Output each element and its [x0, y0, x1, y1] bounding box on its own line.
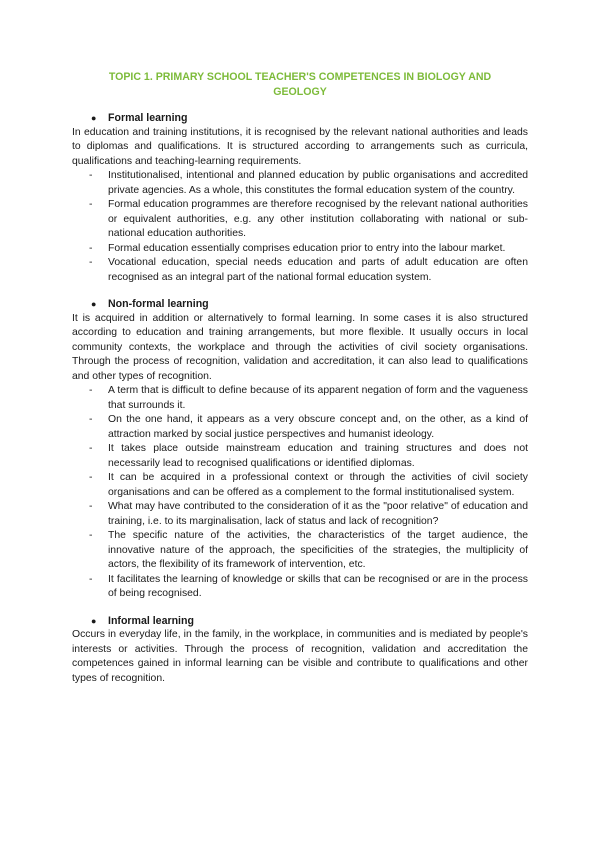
list-item	[72, 256, 528, 285]
list-item	[72, 198, 528, 242]
list-item-text: Formal education programmes are therefore recognised by the relevant national authorities or equivalent authorities, e.g. any other institution collaborating with national or sub-national education authorities.	[108, 199, 528, 239]
document-body	[72, 111, 528, 686]
section-informal-learning	[72, 614, 528, 687]
list-item-text: A term that is difficult to define because of its apparent negation of form and the vagueness that surrounds it.	[108, 385, 528, 411]
section-spacer	[72, 285, 528, 297]
list-item	[72, 413, 528, 442]
bullet-icon: ●	[91, 299, 97, 309]
list-item-text: Vocational education, special needs education and parts of adult education are often recognised as an integral part of the national formal education system.	[108, 257, 528, 283]
dash-icon: -	[89, 501, 93, 512]
dash-icon: -	[89, 530, 93, 541]
section-formal-learning	[72, 111, 528, 285]
section-non-formal-learning	[72, 297, 528, 602]
list-item	[72, 500, 528, 529]
bullet-icon: ●	[91, 615, 97, 626]
section-heading-text: Informal learning	[108, 614, 194, 627]
section-heading	[72, 111, 528, 126]
section-spacer	[72, 602, 528, 614]
section-intro: It is acquired in addition or alternatively to formal learning. In some cases it is also structured according to education and training arrangements, but more flexible. It usually occurs in local community contexts, the workplace and through the activities of civil society organisations. Through the process of recognition, validation and accreditation, it can also lead to qualifications and other types of recognition.	[72, 312, 528, 382]
list-item-text: It takes place outside mainstream education and training structures and does not necessarily lead to recognised qualifications or identified diplomas.	[108, 443, 528, 469]
section-intro: Occurs in everyday life, in the family, in the workplace, in communities and is mediated by people's interests or activities. Through the process of recognition, validation and accreditation the competences gained in informal learning can be visible and contribute to qualifications and other types of recognition.	[72, 629, 528, 684]
section-heading	[72, 297, 528, 312]
dash-icon: -	[89, 414, 93, 425]
dash-icon: -	[89, 257, 93, 268]
list-item	[72, 442, 528, 471]
page-title: TOPIC 1. PRIMARY SCHOOL TEACHER'S COMPETENCES IN BIOLOGY AND GEOLOGY	[108, 71, 492, 98]
list-item	[72, 471, 528, 500]
list-item-text: It can be acquired in a professional context or through the activities of civil society organisations and can be offered as a complement to the formal institutionalised system.	[108, 472, 528, 498]
list-item-text: It facilitates the learning of knowledge or skills that can be recognised or are in the process of being recognised.	[108, 573, 528, 599]
dash-icon: -	[89, 472, 93, 483]
section-intro: In education and training institutions, it is recognised by the relevant national authorities and leads to diplomas and qualifications. It is structured according to arrangements such as curricula, qualifications and teaching-learning requirements.	[72, 126, 528, 167]
section-heading	[72, 614, 528, 629]
dash-icon: -	[89, 170, 93, 181]
dash-icon: -	[89, 385, 93, 396]
section-heading-text: Formal learning	[108, 112, 188, 124]
list-item	[72, 529, 528, 573]
list-item-text: The specific nature of the activities, the characteristics of the target audience, the innovative nature of the approach, the specificities of the strategies, the multiplicity of actors, the flexibility of its framework of intervention, etc.	[108, 530, 528, 570]
dash-icon: -	[89, 242, 93, 254]
list-item	[72, 573, 528, 602]
dash-icon: -	[89, 199, 93, 210]
dash-list	[72, 384, 528, 602]
list-item-text: What may have contributed to the consideration of it as the "poor relative" of education and training, i.e. to its marginalisation, lack of status and lack of recognition?	[108, 501, 528, 527]
bullet-icon: ●	[91, 113, 97, 123]
list-item	[72, 169, 528, 198]
list-item-text: Formal education essentially comprises education prior to entry into the labour market.	[108, 242, 506, 254]
dash-icon: -	[89, 443, 93, 454]
list-item-text: Institutionalised, intentional and planned education by public organisations and accredited private agencies. As a whole, this constitutes the formal education system of the country.	[108, 170, 528, 196]
section-heading-text: Non-formal learning	[108, 298, 209, 310]
list-item	[72, 384, 528, 413]
dash-icon: -	[89, 573, 93, 585]
list-item	[72, 242, 528, 257]
dash-list	[72, 169, 528, 285]
list-item-text: On the one hand, it appears as a very obscure concept and, on the other, as a kind of attraction marked by social justice perspectives and humanist ideology.	[108, 414, 528, 440]
